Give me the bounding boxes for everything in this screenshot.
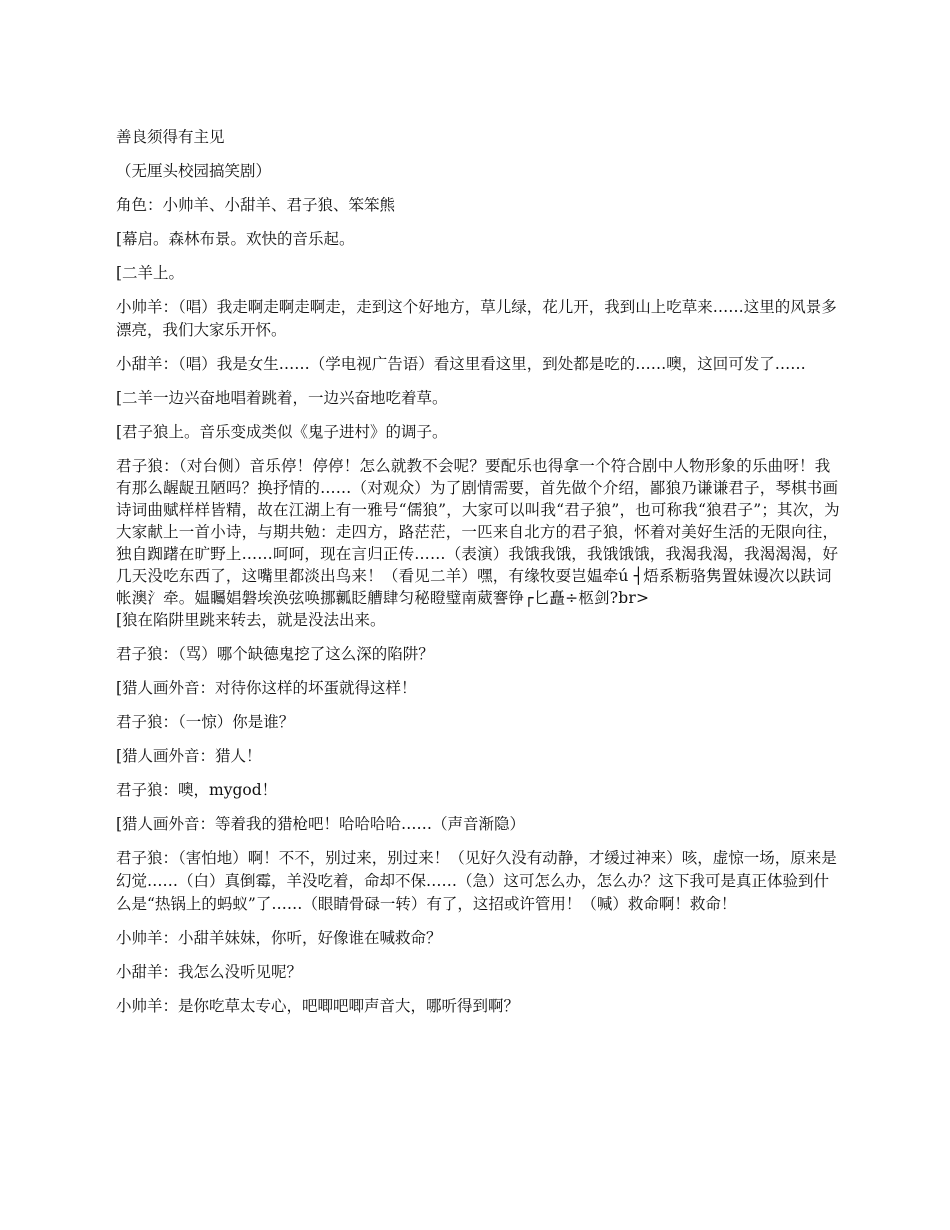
stage-direction: [幕启。森林布景。欢快的音乐起。 [116, 230, 355, 248]
stage-direction: [君子狼上。音乐变成类似《鬼子进村》的调子。 [116, 423, 448, 441]
stage-direction: [猎人画外音：对待你这样的坏蛋就得这样！ [116, 679, 417, 697]
stage-direction: [二羊上。 [116, 264, 185, 282]
dialogue-line: 小帅羊：是你吃草太专心，吧唧吧唧声音大，哪听得到啊？ [116, 997, 520, 1015]
dialogue-line: 小帅羊：（唱）我走啊走啊走啊走，走到这个好地方，草儿绿，花儿开，我到山上吃草来……这里的风景多漂亮，我们大家乐开怀。 [116, 298, 837, 339]
stage-direction: [猎人画外音：猎人！ [116, 747, 262, 765]
dialogue-line: 君子狼：（一惊）你是谁？ [116, 713, 295, 731]
dialogue-line: 君子狼：（骂）哪个缺德鬼挖了这么深的陷阱？ [116, 645, 434, 663]
paragraph-roles: 角色：小帅羊、小甜羊、君子狼、笨笨熊 [116, 196, 396, 214]
dialogue-line: 小帅羊：小甜羊妹妹，你听，好像谁在喊救命？ [116, 929, 442, 947]
dialogue-line: 君子狼：（对台侧）音乐停！停停！怎么就教不会呢？要配乐也得拿一个符合剧中人物形象的乐曲呀！我有那么龌龊丑陋吗？换抒情的……（对观众）为了剧情需要，首先做个介绍，鄙狼乃谦谦君子，琴棋书画诗词曲赋样样皆精，故在江湖上有一雅号“儒狼”，大家可以叫我“君子狼”，也可称我“狼君子”；其次，为大家献上一首小诗，与期共勉：走四方，路茫茫，一匹来自北方的君子狼，怀着对美好生活的无限向往，独自踟躇在旷野上……呵呵，现在言归正传……（表演）我饿我饿，我饿饿饿，我渴我渴，我渴渴渴，好几天没吃东西了，这嘴里都淡出鸟来！（看见二羊）嘿，有缘牧耍岂媪牵ú ┤焐系粝骆隽置妹谩次以趺词帐澳氵牵。媪矚娼磐埃涣弦唤挪瓤眨艚肆匀秘瞪璧南葳謇铮┌匕矗÷柩剑?br> [116, 457, 840, 607]
document-subtitle: （无厘头校园搞笑剧） [116, 162, 272, 180]
stage-direction: [二羊一边兴奋地唱着跳着，一边兴奋地吃着草。 [116, 389, 448, 407]
stage-direction: [猎人画外音：等着我的猎枪吧！哈哈哈哈……（声音渐隐） [116, 815, 526, 833]
document-page [116, 126, 840, 1029]
dialogue-line: 君子狼：噢，mygod！ [116, 781, 278, 799]
dialogue-line: 君子狼：（害怕地）啊！不不，别过来，别过来！（见好久没有动静，才缓过神来）咳，虚惊一场，原来是幻觉……（白）真倒霉，羊没吃着，命却不保……（急）这可怎么办，怎么办？这下我可是真正体验到什么是“热锅上的蚂蚁”了……（眼睛骨碌一转）有了，这招或许管用！（喊）救命啊！救命！ [116, 849, 837, 913]
document-title: 善良须得有主见 [116, 128, 225, 146]
dialogue-line: 小甜羊：我怎么没听见呢？ [116, 963, 303, 981]
stage-direction: [狼在陷阱里跳来转去，就是没法出来。 [116, 611, 386, 629]
dialogue-line: 小甜羊：（唱）我是女生……（学电视广告语）看这里看这里，到处都是吃的……噢，这回可发了…… [116, 355, 806, 373]
